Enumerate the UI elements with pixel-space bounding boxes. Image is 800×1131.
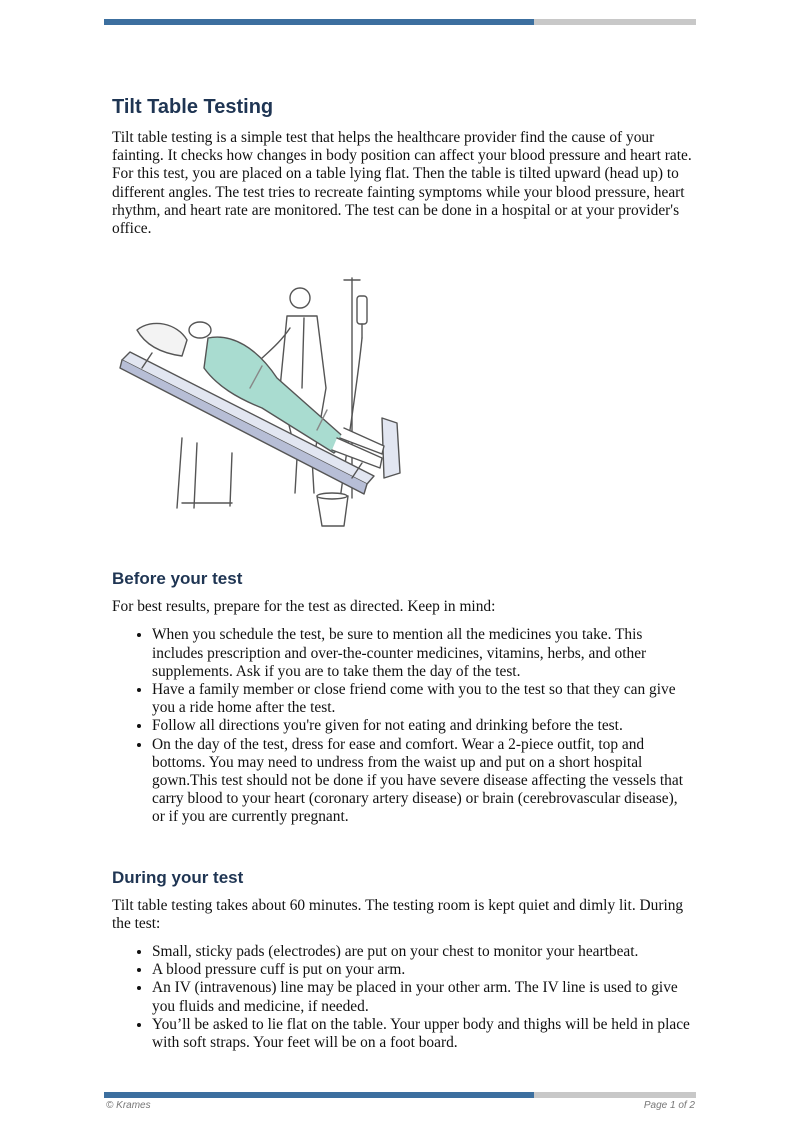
list-item: • On the day of the test, dress for ease and comfort. Wear a 2-piece outfit, top and bottoms. You may need to undress from the waist up and put on a short hospital gown.This test should not be done if you have severe disease affecting the vessels that carry blood to your heart (coronary artery disease) or brain (cerebrovascular disease), or if you are currently pregnant. <box>152 736 692 827</box>
list-item: • When you schedule the test, be sure to mention all the medicines you take. This includes prescription and over-the-counter medicines, vitamins, herbs, and other supplements. Ask if you are to take them the day of the test. <box>152 626 692 681</box>
tilt-table-illustration <box>112 268 412 528</box>
footer-rule-accent <box>104 1092 534 1098</box>
page-title: Tilt Table Testing <box>112 96 274 118</box>
during-lead: Tilt table testing takes about 60 minutes. The testing room is kept quiet and dimly lit. During the test: <box>112 896 684 932</box>
list-item: • A blood pressure cuff is put on your arm. <box>152 961 692 979</box>
during-list <box>112 943 692 1052</box>
pillow <box>137 324 187 357</box>
footer-copyright: © Krames <box>106 1100 151 1111</box>
before-section <box>112 568 692 826</box>
article <box>112 95 692 1052</box>
before-list <box>112 626 692 826</box>
list-item: • Have a family member or close friend come with you to the test so that they can give you a ride home after the test. <box>152 681 692 717</box>
footer-page-number: Page 1 of 2 <box>643 1100 695 1111</box>
provider-head <box>290 288 310 308</box>
header-rule <box>104 19 696 25</box>
before-heading: Before your test <box>112 569 243 589</box>
patient-head <box>189 322 211 338</box>
iv-bag <box>357 296 367 324</box>
list-item: • Follow all directions you're given for not eating and drinking before the test. <box>152 717 692 735</box>
list-item: • Small, sticky pads (electrodes) are put on your chest to monitor your heartbeat. <box>152 943 692 961</box>
list-item: • An IV (intravenous) line may be placed in your other arm. The IV line is used to give you fluids and medicine, if needed. <box>152 979 692 1015</box>
tilt-table-drawing <box>112 268 412 528</box>
intro-paragraph: Tilt table testing is a simple test that helps the healthcare provider find the cause of your fainting. It checks how changes in body position can affect your blood pressure and heart rate. For this test, you are placed on a table lying flat. Then the table is tilted upward (head up) to different angles. The test tries to recreate fainting symptoms while your blood pressure, heart rhythm, and heart rate are monitored. The test can be done in a hospital or at your provider's office. <box>112 129 692 238</box>
before-lead: For best results, prepare for the test as directed. Keep in mind: <box>112 598 496 616</box>
list-item: • You’ll be asked to lie flat on the table. Your upper body and thighs will be held in place with soft straps. Your feet will be on a foot board. <box>152 1016 692 1052</box>
during-heading: During your test <box>112 867 244 887</box>
footer-rule <box>104 1092 696 1098</box>
during-section <box>112 867 692 1053</box>
header-rule-accent <box>104 19 534 25</box>
foot-board <box>382 418 400 478</box>
